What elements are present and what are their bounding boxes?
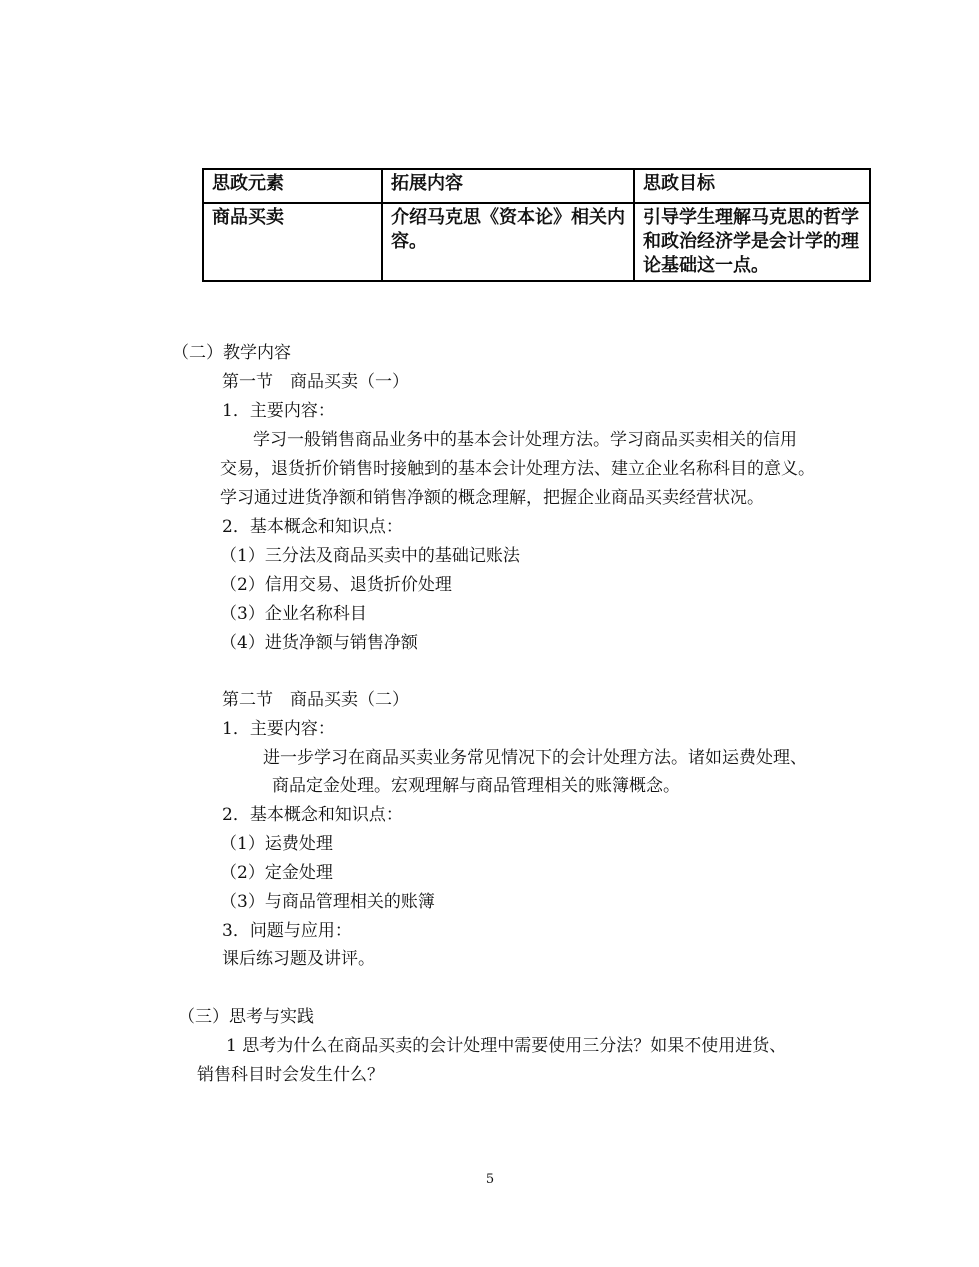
lesson-2-concepts-label: 2．基本概念和知识点： (222, 805, 403, 825)
lesson-2-title: 第二节 商品买卖（二） (222, 690, 409, 710)
lesson-2-problems-label: 3．问题与应用： (222, 921, 352, 941)
page-number: 5 (485, 1172, 495, 1187)
table-cell: 介绍马克思《资本论》相关内容。 (382, 203, 634, 281)
lesson-2-main-label: 1．主要内容： (222, 719, 335, 739)
table-header-cell: 思政目标 (634, 169, 870, 203)
lesson-2-concept-item: （3）与商品管理相关的账簿 (220, 892, 435, 912)
lesson-2-concept-item: （1）运费处理 (220, 834, 333, 854)
lesson-1-main-label: 1．主要内容： (222, 401, 335, 421)
lesson-1-main-line: 学习通过进货净额和销售净额的概念理解，把握企业商品买卖经营状况。 (220, 488, 764, 508)
table-header-cell: 拓展内容 (382, 169, 634, 203)
lesson-2-problems-text: 课后练习题及讲评。 (222, 949, 375, 969)
table-header-cell: 思政元素 (203, 169, 382, 203)
lesson-2-main-line: 进一步学习在商品买卖业务常见情况下的会计处理方法。诸如运费处理、 (263, 748, 807, 768)
lesson-1-concept-item: （3）企业名称科目 (220, 604, 367, 624)
reflection-line: 1 思考为什么在商品买卖的会计处理中需要使用三分法？如果不使用进货、 (226, 1036, 787, 1056)
section-heading-reflection: （三）思考与实践 (178, 1007, 314, 1027)
lesson-1-concepts-label: 2．基本概念和知识点： (222, 517, 403, 537)
table-header-row (203, 169, 870, 203)
section-heading-teaching-content: （二）教学内容 (172, 343, 291, 363)
lesson-1-main-line: 交易，退货折价销售时接触到的基本会计处理方法、建立企业名称科目的意义。 (220, 459, 815, 479)
lesson-1-title: 第一节 商品买卖（一） (222, 372, 409, 392)
lesson-1-concept-item: （1）三分法及商品买卖中的基础记账法 (220, 546, 520, 566)
table-cell: 商品买卖 (203, 203, 382, 281)
ideology-elements-table (202, 168, 871, 282)
table-row (203, 203, 870, 281)
lesson-2-main-line: 商品定金处理。宏观理解与商品管理相关的账簿概念。 (272, 776, 680, 796)
table-cell: 引导学生理解马克思的哲学和政治经济学是会计学的理论基础这一点。 (634, 203, 870, 281)
reflection-line: 销售科目时会发生什么？ (197, 1065, 384, 1085)
lesson-1-main-line: 学习一般销售商品业务中的基本会计处理方法。学习商品买卖相关的信用 (253, 430, 797, 450)
lesson-1-concept-item: （4）进货净额与销售净额 (220, 633, 418, 653)
lesson-2-concept-item: （2）定金处理 (220, 863, 333, 883)
lesson-1-concept-item: （2）信用交易、退货折价处理 (220, 575, 452, 595)
